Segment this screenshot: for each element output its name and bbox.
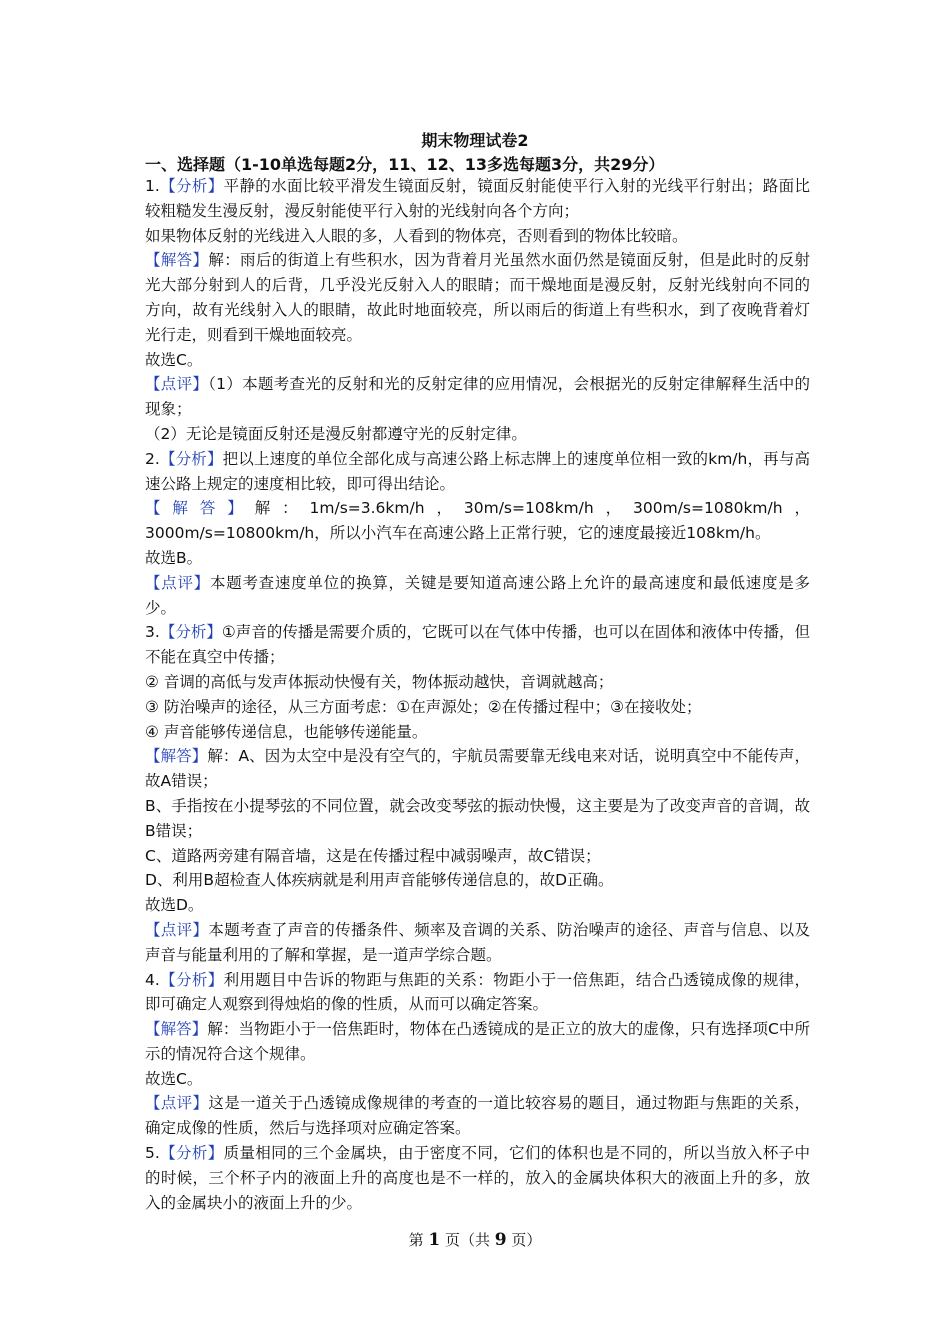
page-footer bbox=[0, 1229, 950, 1250]
q3-comment bbox=[145, 918, 810, 968]
comment-tag: 【点评】 bbox=[145, 573, 210, 592]
analysis-tag: 【分析】 bbox=[159, 970, 224, 989]
comment-tag: 【点评】 bbox=[145, 1094, 209, 1113]
question-number: 2. bbox=[145, 449, 160, 468]
section-heading: 一、选择题（1-10单选每题2分，11、12、13多选每题3分，共29分） bbox=[145, 155, 665, 174]
q5-analysis bbox=[145, 1141, 810, 1215]
q4-answer-text: 解：当物距小于一倍焦距时，物体在凸透镜成的是正立的放大的虚像，只有选择项C中所示的情况符合这个规律。 bbox=[145, 1020, 810, 1063]
q4-answer bbox=[145, 1017, 810, 1067]
q3-answer bbox=[145, 744, 810, 794]
q2-analysis-text: 把以上速度的单位全部化成与高速公路上标志牌上的速度单位相一致的km/h，再与高速公路上规定的速度相比较，即可得出结论。 bbox=[145, 449, 810, 493]
footer-page-number: 1 bbox=[428, 1230, 441, 1250]
q2-analysis bbox=[145, 447, 810, 497]
q2-comment bbox=[145, 571, 810, 621]
q2-answer bbox=[145, 496, 810, 546]
answer-tag: 【解答】 bbox=[145, 747, 208, 766]
q3-answer-b: B、手指按在小提琴弦的不同位置，就会改变琴弦的振动快慢，这主要是为了改变声音的音调，故B错误； bbox=[145, 796, 810, 840]
q5-analysis-text: 质量相同的三个金属块，由于密度不同，它们的体积也是不同的，所以当放入杯子中的时候，三个杯子内的液面上升的高度也是不一样的，放入的金属块体积大的液面上升的多，放入的金属块小的液面上升的少。 bbox=[145, 1144, 810, 1212]
q3-choice: 故选D。 bbox=[145, 896, 204, 915]
q3-comment-text: 本题考查了声音的传播条件、频率及音调的关系、防治噪声的途径、声音与信息、以及声音与能量利用的了解和掌握，是一道声学综合题。 bbox=[145, 920, 810, 964]
q3-answer-c: C、道路两旁建有隔音墙，这是在传播过程中减弱噪声，故C错误； bbox=[145, 846, 601, 865]
footer-middle: 页（共 bbox=[444, 1231, 490, 1249]
page-title: 期末物理试卷2 bbox=[421, 131, 529, 150]
answer-content bbox=[145, 174, 810, 1215]
footer-prefix: 第 bbox=[408, 1231, 424, 1249]
q3-analysis-line2: ② 音调的高低与发声体振动快慢有关，物体振动越快，音调就越高； bbox=[145, 672, 614, 691]
comment-tag: 【点评】 bbox=[145, 920, 209, 939]
q3-analysis bbox=[145, 620, 810, 670]
q1-comment-text: （1）本题考查光的反射和光的反射定律的应用情况，会根据光的反射定律解释生活中的现象； bbox=[145, 375, 810, 419]
answer-tag: 【解答】 bbox=[145, 1020, 208, 1039]
question-number: 5. bbox=[145, 1144, 160, 1163]
q2-answer-text: 解：1m/s=3.6km/h，30m/s=108km/h，300m/s=1080km/h，3000m/s=10800km/h，所以小汽车在高速公路上正常行驶，它的速度最接近108km/h。 bbox=[145, 499, 810, 543]
footer-total-pages: 9 bbox=[494, 1230, 507, 1250]
q2-choice: 故选B。 bbox=[145, 548, 203, 567]
analysis-tag: 【分析】 bbox=[159, 623, 222, 642]
q4-comment bbox=[145, 1091, 810, 1141]
question-number: 1. bbox=[145, 177, 160, 195]
footer-suffix: 页） bbox=[511, 1231, 542, 1249]
q3-answer-d: D、利用B超检查人体疾病就是利用声音能够传递信息的，故D正确。 bbox=[145, 871, 614, 890]
q4-choice: 故选C。 bbox=[145, 1069, 203, 1088]
q2-comment-text: 本题考查速度单位的换算，关键是要知道高速公路上允许的最高速度和最低速度是多少。 bbox=[145, 573, 810, 617]
q1-answer-text: 解：雨后的街道上有些积水，因为背着月光虽然水面仍然是镜面反射，但是此时的反射光大部分射到人的后背，几乎没光反射入人的眼睛；而干燥地面是漫反射，反射光线射向不同的方向，故有光线射入人的眼睛，故此时地面较亮，所以雨后的街道上有些积水，到了夜晚背着灯光行走，则看到干燥地面较亮。 bbox=[145, 251, 810, 344]
analysis-tag: 【分析】 bbox=[159, 1144, 224, 1163]
q4-analysis-text: 利用题目中告诉的物距与焦距的关系：物距小于一倍焦距，结合凸透镜成像的规律，即可确定人观察到得烛焰的像的性质，从而可以确定答案。 bbox=[145, 970, 810, 1014]
q3-analysis-line4: ④ 声音能够传递信息，也能够传递能量。 bbox=[145, 722, 428, 741]
q1-comment bbox=[145, 372, 810, 422]
comment-tag: 【点评】 bbox=[145, 375, 209, 394]
q3-analysis-line3: ③ 防治噪声的途径，从三方面考虑：①在声源处；②在传播过程中；③在接收处； bbox=[145, 697, 702, 716]
question-number: 3. bbox=[145, 623, 160, 642]
q1-answer bbox=[145, 248, 810, 347]
q3-answer-a: 解：A、因为太空中是没有空气的，宇航员需要靠无线电来对话，说明真空中不能传声，故A错误； bbox=[145, 747, 810, 791]
q1-analysis-text: 平静的水面比较平滑发生镜面反射，镜面反射能使平行入射的光线平行射出；路面比较粗糙发生漫反射，漫反射能使平行入射的光线射向各个方向； bbox=[145, 177, 810, 220]
q1-choice: 故选C。 bbox=[145, 350, 203, 369]
q3-analysis-text: ①声音的传播是需要介质的，它既可以在气体中传播，也可以在固体和液体中传播，但不能在真空中传播； bbox=[145, 623, 810, 667]
q1-analysis bbox=[145, 174, 810, 224]
q1-analysis-line2: 如果物体反射的光线进入人眼的多，人看到的物体亮，否则看到的物体比较暗。 bbox=[145, 226, 688, 245]
analysis-tag: 【分析】 bbox=[159, 177, 224, 195]
answer-tag: 【解答】 bbox=[145, 251, 209, 270]
q1-comment-line2: （2）无论是镜面反射还是漫反射都遵守光的反射定律。 bbox=[145, 424, 527, 443]
question-number: 4. bbox=[145, 970, 160, 989]
analysis-tag: 【分析】 bbox=[159, 449, 223, 468]
q4-comment-text: 这是一道关于凸透镜成像规律的考查的一道比较容易的题目，通过物距与焦距的关系，确定成像的性质，然后与选择项对应确定答案。 bbox=[145, 1094, 810, 1138]
answer-tag: 【解答】 bbox=[145, 499, 255, 518]
q4-analysis bbox=[145, 968, 810, 1018]
